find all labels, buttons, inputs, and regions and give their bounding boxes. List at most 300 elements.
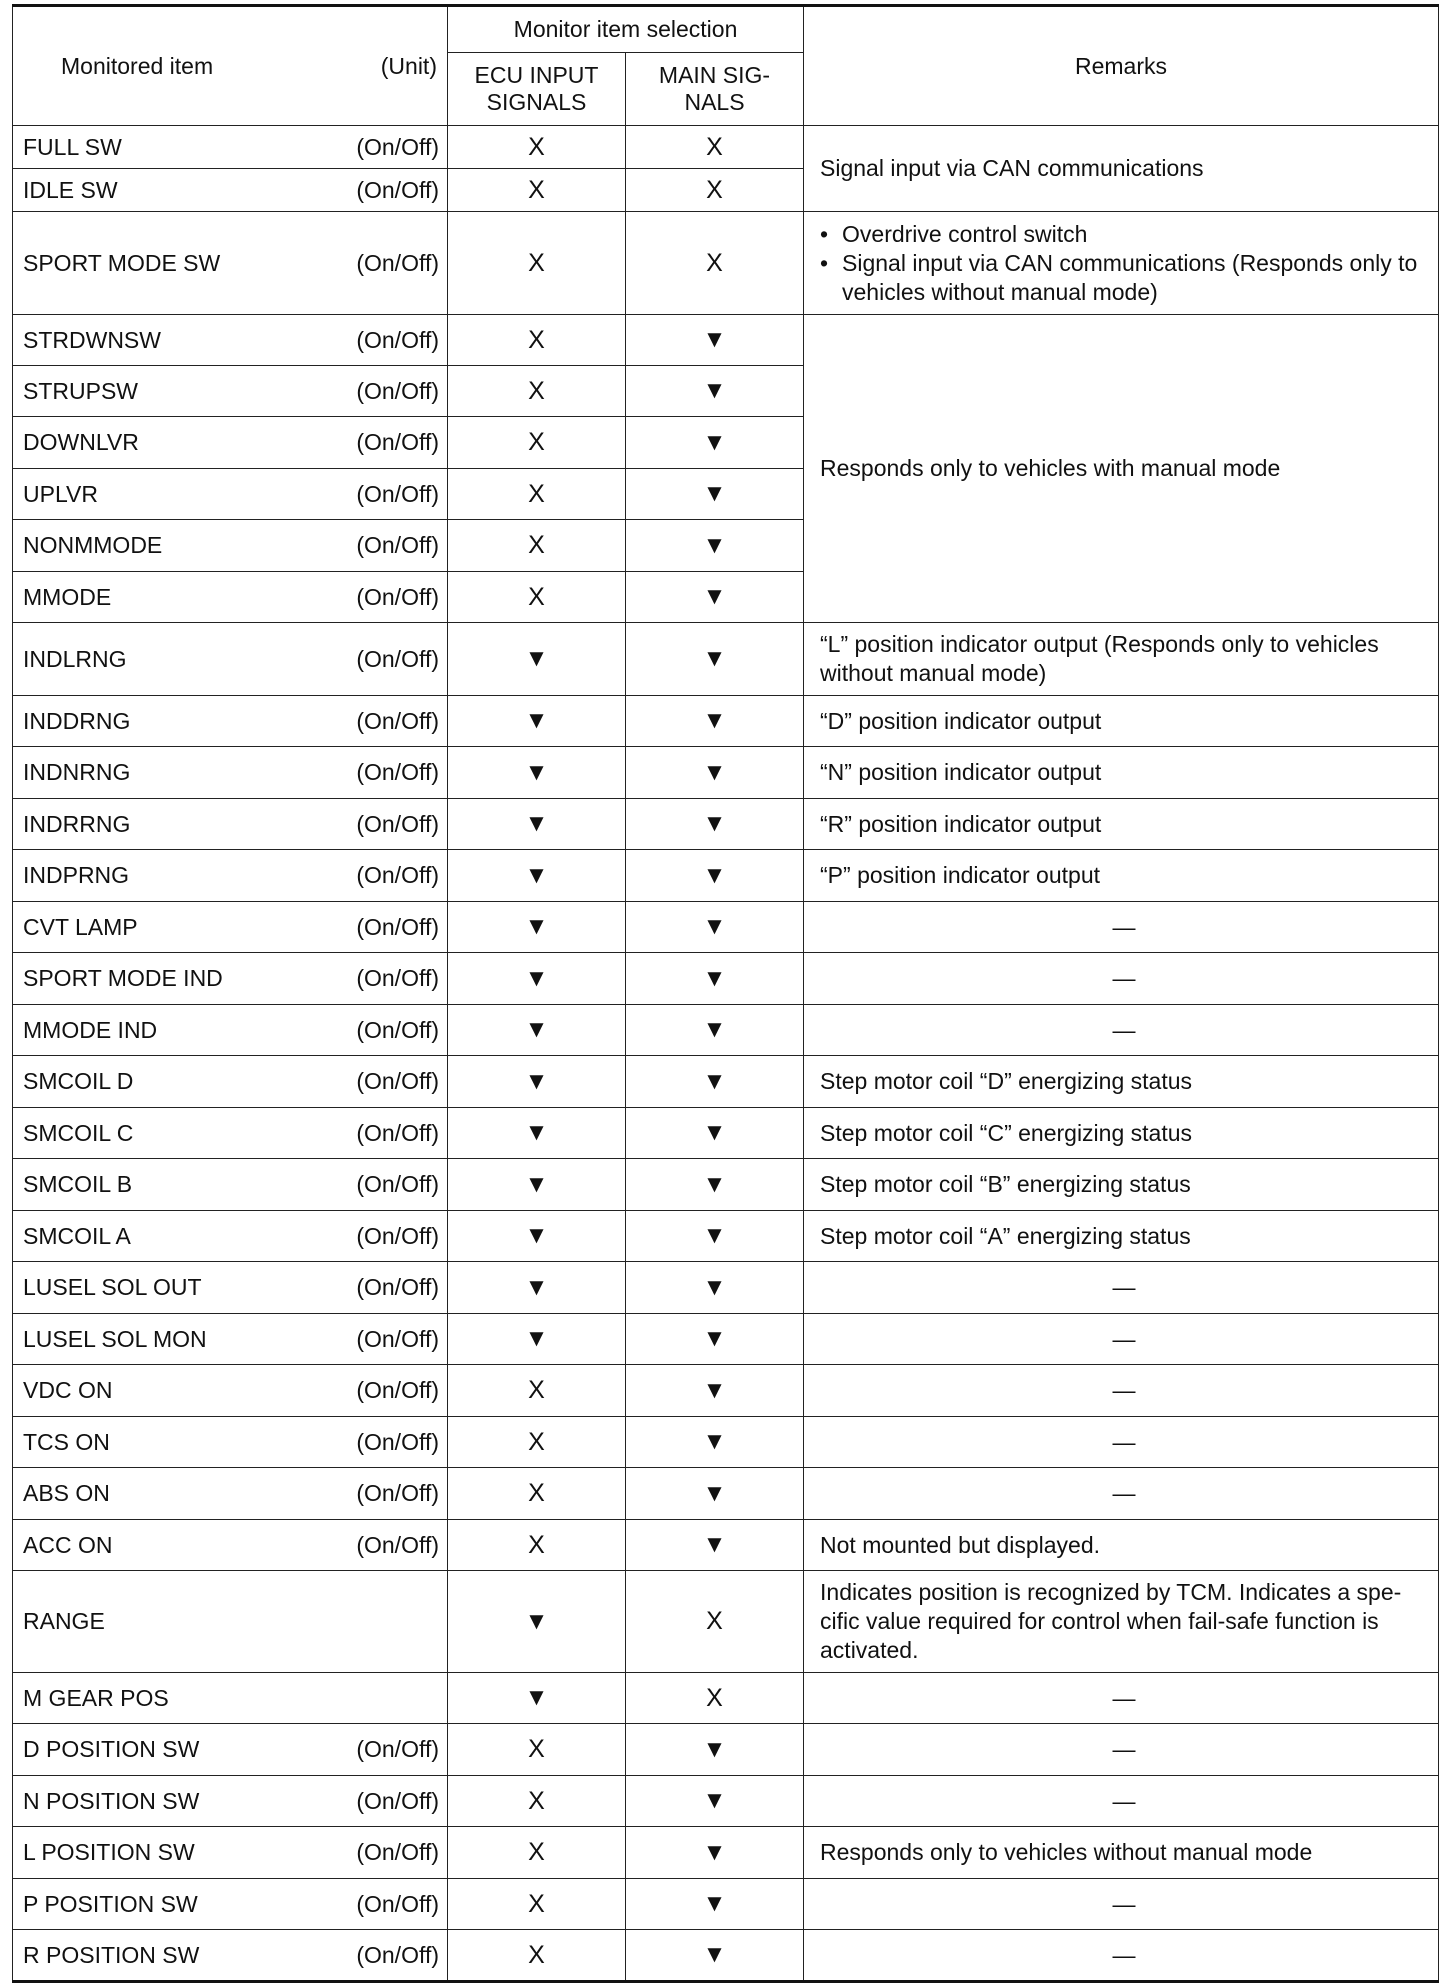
main-signals-mark [626, 366, 804, 417]
ecu-input-signals-mark [448, 623, 626, 696]
table-row [13, 1365, 1439, 1417]
triangle-down-icon: ▼ [702, 1119, 727, 1146]
remarks-cell [804, 696, 1439, 747]
monitored-item-unit: (On/Off) [356, 645, 439, 672]
ecu-input-signals-mark [448, 1314, 626, 1365]
x-mark: X [528, 1427, 545, 1456]
monitored-item-name: LUSEL SOL MON [23, 1325, 207, 1352]
ecu-input-signals-mark [448, 315, 626, 366]
main-signals-mark [626, 520, 804, 572]
remarks-text: “D” position indicator output [820, 707, 1102, 734]
monitored-item-unit: (On/Off) [356, 1377, 439, 1403]
ecu-input-signals-mark [448, 469, 626, 520]
triangle-down-icon: ▼ [702, 1735, 727, 1763]
monitored-item-name: RANGE [23, 1608, 105, 1634]
monitored-item-unit: (On/Off) [356, 1531, 439, 1558]
main-signals-mark [626, 1262, 804, 1314]
ecu-input-signals-mark [448, 953, 626, 1005]
monitored-item-unit: (On/Off) [356, 1068, 439, 1094]
main-signals-mark [626, 1108, 804, 1159]
monitored-item-unit: (On/Off) [356, 1171, 439, 1197]
table-row [13, 1827, 1439, 1879]
monitored-item-cell [13, 1724, 448, 1776]
monitored-item-cell [13, 902, 448, 953]
x-mark: X [528, 428, 545, 456]
remarks-cell [804, 623, 1439, 696]
triangle-down-icon: ▼ [524, 1325, 549, 1352]
x-mark: X [528, 1530, 545, 1559]
table-row [13, 1005, 1439, 1056]
triangle-down-icon: ▼ [702, 1428, 727, 1455]
x-mark: X [706, 175, 723, 204]
triangle-down-icon: ▼ [524, 1607, 549, 1635]
triangle-down-icon: ▼ [702, 913, 727, 940]
monitored-item-cell [13, 366, 448, 417]
monitored-item-name: INDRRNG [23, 810, 131, 837]
monitored-item-name: VDC ON [23, 1377, 113, 1403]
monitored-item-name: L POSITION SW [23, 1839, 195, 1865]
ecu-input-signals-mark [448, 126, 626, 169]
triangle-down-icon: ▼ [702, 1222, 727, 1249]
remarks-dash: — [1112, 1787, 1136, 1814]
ecu-input-signals-mark [448, 1056, 626, 1108]
monitored-item-name: FULL SW [23, 133, 122, 160]
monitored-item-unit: (On/Off) [356, 759, 439, 785]
triangle-down-icon: ▼ [524, 1170, 549, 1198]
header-ecu-input-signals [448, 52, 626, 125]
triangle-down-icon: ▼ [702, 326, 727, 353]
monitored-item-unit: (On/Off) [356, 1787, 439, 1814]
triangle-down-icon: ▼ [702, 964, 727, 992]
triangle-down-icon: ▼ [524, 913, 549, 940]
table-row [13, 315, 1439, 366]
monitored-item-cell [13, 1673, 448, 1724]
ecu-input-signals-mark [448, 1211, 626, 1262]
main-signals-mark [626, 1520, 804, 1571]
monitored-item-name: MMODE IND [23, 1016, 158, 1043]
triangle-down-icon: ▼ [702, 1170, 727, 1198]
monitored-item-name: M GEAR POS [23, 1684, 169, 1711]
main-signals-mark [626, 747, 804, 799]
monitored-item-unit: (On/Off) [356, 1222, 439, 1249]
ecu-input-signals-mark [448, 1930, 626, 1982]
triangle-down-icon: ▼ [524, 758, 549, 786]
monitored-item-unit: (On/Off) [356, 1016, 439, 1043]
triangle-down-icon: ▼ [702, 480, 727, 507]
x-mark: X [528, 175, 545, 204]
monitored-item-unit: (On/Off) [356, 707, 439, 734]
remarks-cell [804, 1673, 1439, 1724]
monitored-item-name: SMCOIL A [23, 1222, 131, 1249]
main-signals-mark [626, 1417, 804, 1468]
monitored-item-unit: (On/Off) [356, 377, 439, 404]
remarks-text: Responds only to vehicles with manual mode [820, 455, 1281, 481]
monitored-item-cell [13, 1520, 448, 1571]
ecu-input-signals-mark [448, 366, 626, 417]
x-mark: X [706, 1607, 723, 1635]
x-mark: X [528, 1735, 545, 1763]
monitored-item-cell [13, 1056, 448, 1108]
remarks-cell [804, 1879, 1439, 1930]
remarks-text: Step motor coil “B” energizing status [820, 1171, 1191, 1197]
triangle-down-icon: ▼ [702, 531, 727, 559]
monitored-item-cell [13, 1211, 448, 1262]
main-signals-mark [626, 126, 804, 169]
triangle-down-icon: ▼ [702, 1067, 727, 1095]
table-row [13, 696, 1439, 747]
monitored-item-name: STRUPSW [23, 377, 138, 404]
table-row [13, 1724, 1439, 1776]
monitored-item-cell [13, 1005, 448, 1056]
monitored-item-unit: (On/Off) [356, 913, 439, 940]
main-signals-mark [626, 1724, 804, 1776]
remarks-bullet-item: • Overdrive control switch [820, 220, 1428, 249]
header-remarks: Remarks [804, 6, 1439, 126]
monitored-item-cell [13, 417, 448, 469]
main-signals-mark [626, 1365, 804, 1417]
monitored-item-cell [13, 1827, 448, 1879]
monitored-item-cell [13, 696, 448, 747]
ecu-input-signals-mark [448, 417, 626, 469]
monitored-item-cell [13, 315, 448, 366]
triangle-down-icon: ▼ [702, 1838, 727, 1866]
x-mark: X [528, 479, 545, 508]
remarks-text: Indicates position is recognized by TCM. Indicates a spe- cific value required for control when fail-safe function is activated. [820, 1579, 1402, 1663]
remarks-dash: — [1112, 1890, 1136, 1917]
table-row [13, 1056, 1439, 1108]
table-row [13, 1930, 1439, 1982]
remarks-cell [804, 1211, 1439, 1262]
remarks-cell [804, 1262, 1439, 1314]
monitored-item-cell [13, 1879, 448, 1930]
header-unit-label: (Unit) [380, 53, 437, 79]
main-signals-mark [626, 1211, 804, 1262]
table-row [13, 1314, 1439, 1365]
ecu-input-signals-mark [448, 850, 626, 902]
ecu-input-signals-mark [448, 1108, 626, 1159]
x-mark: X [528, 1376, 545, 1404]
main-signals-mark [626, 1827, 804, 1879]
triangle-down-icon: ▼ [702, 1479, 727, 1507]
monitored-item-unit: (On/Off) [356, 249, 439, 276]
remarks-text: “R” position indicator output [820, 810, 1102, 837]
table-body [13, 126, 1439, 1982]
remarks-text: Signal input via CAN communications [820, 155, 1204, 181]
remarks-cell [804, 1724, 1439, 1776]
monitor-items-table [12, 4, 1439, 1983]
header-monitored-item [13, 6, 448, 126]
remarks-cell [804, 1159, 1439, 1211]
main-signals-mark [626, 850, 804, 902]
ecu-input-signals-mark [448, 1262, 626, 1314]
monitored-item-name: INDNRNG [23, 759, 131, 785]
monitored-item-name: INDDRNG [23, 707, 131, 734]
monitored-item-name: SMCOIL B [23, 1171, 133, 1197]
monitored-item-unit: (On/Off) [356, 133, 439, 160]
monitored-item-cell [13, 126, 448, 169]
x-mark: X [528, 1786, 545, 1815]
table-row [13, 1468, 1439, 1520]
monitored-item-cell [13, 747, 448, 799]
remarks-cell [804, 212, 1439, 315]
ecu-input-signals-mark [448, 169, 626, 212]
remarks-dash: — [1112, 1428, 1136, 1455]
remarks-dash: — [1112, 1377, 1136, 1403]
ecu-input-signals-mark [448, 1520, 626, 1571]
main-signals-mark [626, 902, 804, 953]
monitored-item-name: ABS ON [23, 1480, 110, 1506]
monitored-item-cell [13, 520, 448, 572]
triangle-down-icon: ▼ [524, 1273, 549, 1301]
table-row [13, 747, 1439, 799]
monitored-item-cell [13, 1571, 448, 1673]
ecu-input-signals-mark [448, 1159, 626, 1211]
monitor-items-table-container [12, 4, 1438, 1983]
triangle-down-icon: ▼ [702, 1376, 727, 1404]
x-mark: X [528, 248, 545, 277]
main-signals-mark [626, 1056, 804, 1108]
monitored-item-unit: (On/Off) [356, 532, 439, 558]
table-row [13, 799, 1439, 850]
x-mark: X [528, 376, 545, 405]
triangle-down-icon: ▼ [524, 645, 549, 672]
monitored-item-unit: (On/Off) [356, 1480, 439, 1506]
x-mark: X [528, 1889, 545, 1918]
x-mark: X [528, 1838, 545, 1866]
remarks-cell [804, 799, 1439, 850]
table-row [13, 1211, 1439, 1262]
main-signals-mark [626, 469, 804, 520]
triangle-down-icon: ▼ [702, 1273, 727, 1301]
monitored-item-cell [13, 1262, 448, 1314]
monitored-item-unit: (On/Off) [356, 1736, 439, 1762]
triangle-down-icon: ▼ [702, 583, 727, 610]
header-main-signals-label: MAIN SIG- NALS [658, 61, 771, 115]
table-row [13, 1879, 1439, 1930]
main-signals-mark [626, 169, 804, 212]
monitored-item-cell [13, 1930, 448, 1982]
monitored-item-name: IDLE SW [23, 176, 118, 203]
x-mark: X [528, 132, 545, 161]
remarks-cell [804, 1314, 1439, 1365]
table-row [13, 1108, 1439, 1159]
monitored-item-unit: (On/Off) [356, 583, 439, 610]
x-mark: X [706, 132, 723, 161]
main-signals-mark [626, 212, 804, 315]
remarks-dash: — [1112, 1941, 1136, 1968]
triangle-down-icon: ▼ [702, 861, 727, 889]
remarks-text: “N” position indicator output [820, 759, 1102, 785]
ecu-input-signals-mark [448, 1827, 626, 1879]
monitored-item-unit: (On/Off) [356, 965, 439, 991]
remarks-dash: — [1112, 1684, 1136, 1711]
ecu-input-signals-mark [448, 1417, 626, 1468]
remarks-cell [804, 315, 1439, 623]
monitored-item-name: LUSEL SOL OUT [23, 1274, 202, 1300]
x-mark: X [528, 1940, 545, 1969]
monitored-item-unit: (On/Off) [356, 1890, 439, 1917]
monitored-item-name: CVT LAMP [23, 913, 138, 940]
monitored-item-name: R POSITION SW [23, 1941, 200, 1968]
main-signals-mark [626, 1314, 804, 1365]
remarks-dash: — [1112, 1325, 1136, 1352]
remarks-cell [804, 1571, 1439, 1673]
triangle-down-icon: ▼ [702, 377, 727, 404]
table-row [13, 1673, 1439, 1724]
monitored-item-cell [13, 212, 448, 315]
remarks-bullet-item: • Signal input via CAN communications (Responds only to vehicles without manual mode) [820, 249, 1428, 307]
remarks-bullet-list [820, 220, 1428, 307]
monitored-item-unit: (On/Off) [356, 429, 439, 455]
main-signals-mark [626, 315, 804, 366]
ecu-input-signals-mark [448, 902, 626, 953]
monitored-item-cell [13, 1108, 448, 1159]
ecu-input-signals-mark [448, 1005, 626, 1056]
remarks-cell [804, 747, 1439, 799]
ecu-input-signals-mark [448, 572, 626, 623]
x-mark: X [706, 1683, 723, 1712]
triangle-down-icon: ▼ [702, 758, 727, 786]
main-signals-mark [626, 1468, 804, 1520]
triangle-down-icon: ▼ [524, 810, 549, 837]
main-signals-mark [626, 1673, 804, 1724]
monitored-item-unit: (On/Off) [356, 1325, 439, 1352]
remarks-cell [804, 1005, 1439, 1056]
remarks-cell [804, 850, 1439, 902]
triangle-down-icon: ▼ [702, 1890, 727, 1917]
triangle-down-icon: ▼ [702, 1016, 727, 1043]
table-row [13, 126, 1439, 169]
main-signals-mark [626, 1930, 804, 1982]
monitored-item-name: SPORT MODE SW [23, 249, 221, 276]
ecu-input-signals-mark [448, 520, 626, 572]
triangle-down-icon: ▼ [524, 1222, 549, 1249]
monitored-item-unit: (On/Off) [356, 862, 439, 888]
monitored-item-unit: (On/Off) [356, 810, 439, 837]
ecu-input-signals-mark [448, 1879, 626, 1930]
x-mark: X [528, 582, 545, 611]
main-signals-mark [626, 953, 804, 1005]
main-signals-mark [626, 1159, 804, 1211]
remarks-cell [804, 1520, 1439, 1571]
remarks-text: “P” position indicator output [820, 862, 1101, 888]
triangle-down-icon: ▼ [702, 707, 727, 734]
monitored-item-name: SMCOIL D [23, 1068, 134, 1094]
monitored-item-cell [13, 1776, 448, 1827]
ecu-input-signals-mark [448, 1365, 626, 1417]
remarks-cell [804, 1930, 1439, 1982]
x-mark: X [528, 1479, 545, 1507]
remarks-text: Step motor coil “C” energizing status [820, 1119, 1193, 1146]
main-signals-mark [626, 1776, 804, 1827]
table-row [13, 850, 1439, 902]
monitored-item-cell [13, 1365, 448, 1417]
header-monitor-item-selection: Monitor item selection [448, 6, 804, 53]
monitored-item-name: MMODE [23, 583, 112, 610]
monitored-item-unit: (On/Off) [356, 1274, 439, 1300]
triangle-down-icon: ▼ [524, 1067, 549, 1095]
remarks-cell [804, 1108, 1439, 1159]
monitored-item-cell [13, 1314, 448, 1365]
ecu-input-signals-mark [448, 1571, 626, 1673]
remarks-cell [804, 902, 1439, 953]
monitored-item-cell [13, 953, 448, 1005]
remarks-cell [804, 1776, 1439, 1827]
monitored-item-name: TCS ON [23, 1428, 110, 1455]
monitored-item-name: UPLVR [23, 480, 98, 507]
monitored-item-cell [13, 1468, 448, 1520]
monitored-item-cell [13, 1159, 448, 1211]
main-signals-mark [626, 1879, 804, 1930]
table-row [13, 1520, 1439, 1571]
remarks-text: Step motor coil “A” energizing status [820, 1222, 1191, 1249]
ecu-input-signals-mark [448, 1673, 626, 1724]
remarks-cell [804, 1468, 1439, 1520]
remarks-text: “L” position indicator output (Responds only to vehicles without manual mode) [820, 631, 1379, 686]
monitored-item-name: STRDWNSW [23, 326, 161, 353]
remarks-dash: — [1112, 913, 1136, 940]
table-row [13, 1776, 1439, 1827]
monitored-item-cell [13, 850, 448, 902]
monitored-item-cell [13, 1417, 448, 1468]
remarks-cell [804, 1417, 1439, 1468]
triangle-down-icon: ▼ [702, 645, 727, 672]
triangle-down-icon: ▼ [524, 861, 549, 889]
remarks-text: Step motor coil “D” energizing status [820, 1068, 1193, 1094]
monitored-item-unit: (On/Off) [356, 1839, 439, 1865]
ecu-input-signals-mark [448, 1724, 626, 1776]
triangle-down-icon: ▼ [702, 1787, 727, 1814]
monitored-item-unit: (On/Off) [356, 1428, 439, 1455]
remarks-dash: — [1112, 965, 1136, 991]
header-main-signals [626, 52, 804, 125]
monitored-item-name: SMCOIL C [23, 1119, 134, 1146]
monitored-item-name: NONMMODE [23, 532, 163, 558]
header-monitored-item-label: Monitored item [61, 53, 214, 79]
monitored-item-cell [13, 623, 448, 696]
header-ecu-input-signals-label: ECU INPUT SIGNALS [474, 61, 599, 115]
main-signals-mark [626, 417, 804, 469]
remarks-cell [804, 1365, 1439, 1417]
x-mark: X [528, 325, 545, 354]
main-signals-mark [626, 572, 804, 623]
monitored-item-cell [13, 469, 448, 520]
triangle-down-icon: ▼ [524, 1684, 549, 1711]
remarks-text: Responds only to vehicles without manual mode [820, 1839, 1313, 1865]
table-row [13, 1571, 1439, 1673]
monitored-item-name: ACC ON [23, 1531, 113, 1558]
monitored-item-name: N POSITION SW [23, 1787, 200, 1814]
triangle-down-icon: ▼ [702, 1531, 727, 1558]
main-signals-mark [626, 623, 804, 696]
triangle-down-icon: ▼ [702, 810, 727, 837]
monitored-item-cell [13, 799, 448, 850]
table-row [13, 623, 1439, 696]
x-mark: X [528, 531, 545, 559]
x-mark: X [706, 248, 723, 277]
monitored-item-name: SPORT MODE IND [23, 965, 223, 991]
monitored-item-unit: (On/Off) [356, 326, 439, 353]
monitored-item-name: P POSITION SW [23, 1890, 198, 1917]
table-row [13, 953, 1439, 1005]
triangle-down-icon: ▼ [524, 1119, 549, 1146]
monitored-item-name: D POSITION SW [23, 1736, 200, 1762]
triangle-down-icon: ▼ [524, 964, 549, 992]
main-signals-mark [626, 696, 804, 747]
table-row [13, 1262, 1439, 1314]
remarks-dash: — [1112, 1736, 1136, 1762]
main-signals-mark [626, 799, 804, 850]
